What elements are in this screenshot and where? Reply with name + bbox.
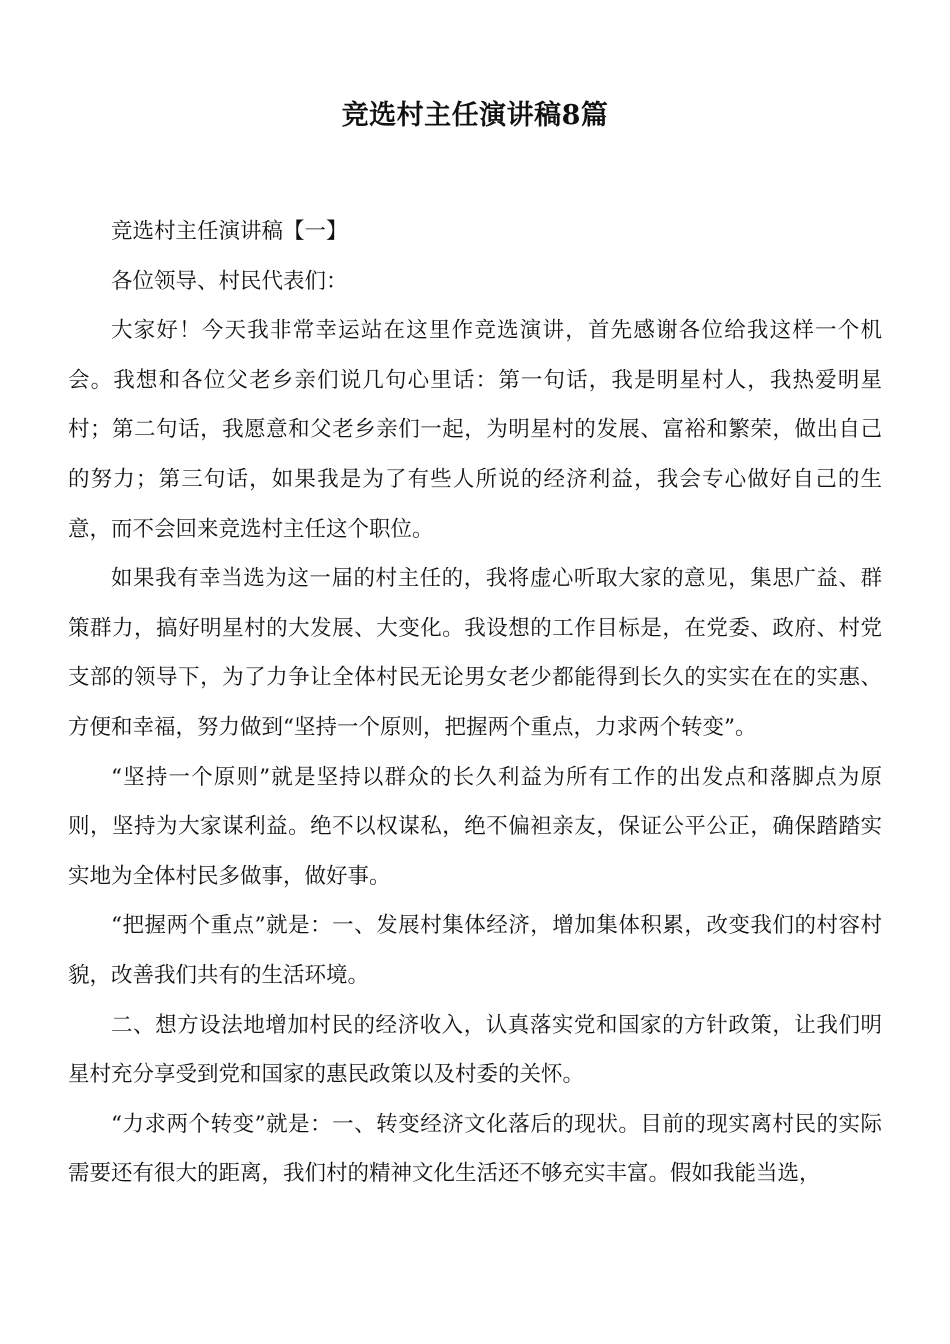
body-paragraph: 二、想方设法地增加村民的经济收入，认真落实党和国家的方针政策，让我们明星村充分享受到党和国家的惠民政策以及村委的关怀。 — [68, 1012, 882, 1088]
document-body — [68, 207, 882, 1199]
body-paragraph: “力求两个转变”就是：一、转变经济文化落后的现状。目前的现实离村民的实际需要还有很大的距离，我们村的精神文化生活还不够充实丰富。假如我能当选， — [68, 1111, 882, 1187]
body-paragraph: “坚持一个原则”就是坚持以群众的长久利益为所有工作的出发点和落脚点为原则，坚持为大家谋利益。绝不以权谋私，绝不偏袒亲友，保证公平公正，确保踏踏实实地为全体村民多做事，做好事。 — [68, 764, 882, 889]
section-heading: 竞选村主任演讲稿【一】 — [111, 219, 348, 244]
body-paragraph: 大家好！今天我非常幸运站在这里作竞选演讲，首先感谢各位给我这样一个机会。我想和各位父老乡亲们说几句心里话：第一句话，我是明星村人，我热爱明星村；第二句话，我愿意和父老乡亲们一起，为明星村的发展、富裕和繁荣，做出自己的努力；第三句话，如果我是为了有些人所说的经济利益，我会专心做好自己的生意，而不会回来竞选村主任这个职位。 — [68, 318, 882, 542]
body-paragraph: 如果我有幸当选为这一届的村主任的，我将虚心听取大家的意见，集思广益、群策群力，搞好明星村的大发展、大变化。我设想的工作目标是，在党委、政府、村党支部的领导下，为了力争让全体村民无论男女老少都能得到长久的实实在在的实惠、方便和幸福，努力做到“坚持一个原则，把握两个重点，力求两个转变”。 — [68, 566, 882, 740]
body-paragraph: “把握两个重点”就是：一、发展村集体经济，增加集体积累，改变我们的村容村貌，改善我们共有的生活环境。 — [68, 913, 882, 988]
salutation: 各位领导、村民代表们： — [111, 268, 348, 294]
document-title: 竞选村主任演讲稿8篇 — [341, 100, 609, 131]
